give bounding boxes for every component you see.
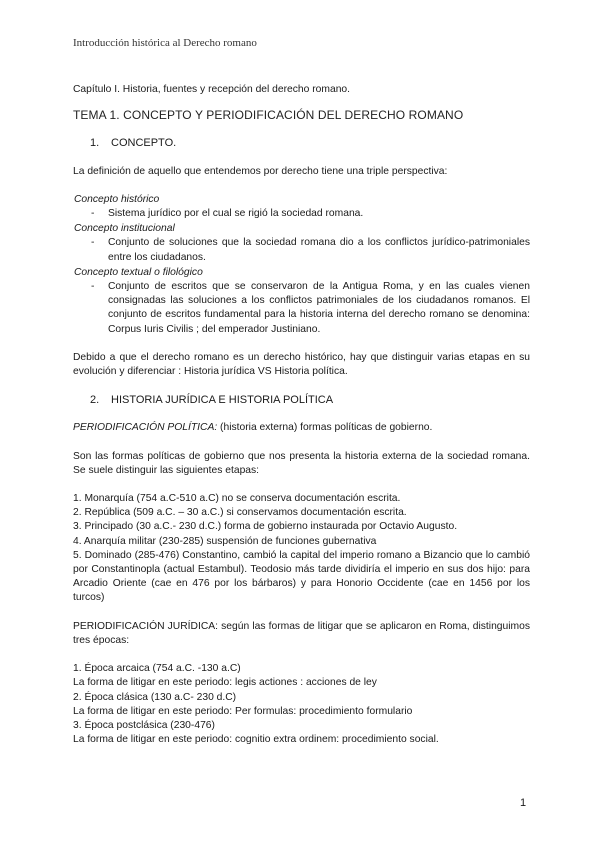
list-item: 1. Monarquía (754 a.C-510 a.C) no se conserva documentación escrita. <box>73 493 401 505</box>
list-item: 4. Anarquía militar (230-285) suspensión de funciones gubernativa <box>73 535 377 547</box>
periodificacion-juridica: PERIODIFICACIÓN JURÍDICA: según las formas de litigar que se aplicaron en Roma, distinguimos tres épocas: <box>73 620 530 646</box>
perspective-title: Concepto histórico <box>74 193 160 205</box>
perspectives-list <box>73 193 530 337</box>
list-item: 2. República (509 a.C. – 30 a.C.) si conservamos documentación escrita. <box>73 507 407 519</box>
perspective-title: Concepto institucional <box>74 223 175 235</box>
page-content <box>73 83 530 747</box>
etapas-list <box>73 492 530 606</box>
section-heading-concepto <box>90 136 530 150</box>
periodificacion-politica <box>73 421 530 435</box>
perspective-text: Conjunto de soluciones que la sociedad romana dio a los conflictos jurídico-patrimoniales entre los ciudadanos. <box>108 237 530 263</box>
list-item: La forma de litigar en este periodo: legis actiones : acciones de ley <box>73 677 377 689</box>
perspective-bullet <box>73 207 530 221</box>
periodificacion-politica-label: PERIODIFICACIÓN POLÍTICA: <box>73 422 218 434</box>
dash-marker: - <box>91 208 95 220</box>
tema-title: TEMA 1. CONCEPTO Y PERIODIFICACIÓN DEL DERECHO ROMANO <box>73 108 464 123</box>
list-item: 3. Época postclásica (230-476) <box>73 719 215 731</box>
epocas-list <box>73 662 530 747</box>
perspective-title: Concepto textual o filológico <box>74 266 203 278</box>
section-heading-historia <box>90 393 530 407</box>
perspective-bullet <box>73 236 530 264</box>
intro-paragraph: La definición de aquello que entendemos por derecho tiene una triple perspectiva: <box>73 165 448 177</box>
list-item: 1. Época arcaica (754 a.C. -130 a.C) <box>73 663 241 675</box>
list-item: 2. Época clásica (130 a.C- 230 d.C) <box>73 691 237 703</box>
running-header: Introducción histórica al Derecho romano <box>73 37 257 49</box>
list-item: La forma de litigar en este periodo: Per formulas: procedimiento formulario <box>73 705 413 717</box>
formas-paragraph: Son las formas políticas de gobierno que nos presenta la historia externa de la sociedad romana. Se suele distinguir las siguientes etapas: <box>73 450 530 476</box>
section-title: CONCEPTO. <box>111 137 177 150</box>
perspective-text: Sistema jurídico por el cual se rigió la sociedad romana. <box>108 208 364 220</box>
periodificacion-politica-text: (historia externa) formas políticas de gobierno. <box>217 422 433 434</box>
dash-marker: - <box>91 281 95 293</box>
section-number: 2. <box>90 394 100 407</box>
dash-marker: - <box>91 237 95 249</box>
perspective-text: Conjunto de escritos que se conservaron de la Antigua Roma, y en las cuales vienen consignadas las soluciones a los conflictos patrimoniales de los ciudadanos romanos. El conjunto de escritos fundamental para la historia interna del derecho romano se denomina: Corpus Iuris Civilis ; del emperador Justiniano. <box>108 281 530 335</box>
list-item: 5. Dominado (285-476) Constantino, cambió la capital del imperio romano a Bizancio que lo cambió por Constantinopla (actual Estambul). Teodosio más tarde dividiría el imperio en sus dos hijo: para Arcadio Oriente (cae en 476 por los bárbaros) y para Honorio Occidente (cae en 1456 por los turcos) <box>73 549 530 604</box>
section-number: 1. <box>90 137 100 150</box>
historico-paragraph: Debido a que el derecho romano es un derecho histórico, hay que distinguir varias etapas en su evolución y diferenciar : Historia jurídica VS Historia política. <box>73 351 530 378</box>
perspective-bullet <box>73 280 530 337</box>
list-item: La forma de litigar en este periodo: cognitio extra ordinem: procedimiento social. <box>73 734 439 746</box>
page-number: 1 <box>520 797 527 809</box>
list-item: 3. Principado (30 a.C.- 230 d.C.) forma de gobierno instaurada por Octavio Augusto. <box>73 521 458 533</box>
section-title: HISTORIA JURÍDICA E HISTORIA POLÍTICA <box>111 394 334 407</box>
chapter-title: Capítulo I. Historia, fuentes y recepción del derecho romano. <box>73 84 351 95</box>
